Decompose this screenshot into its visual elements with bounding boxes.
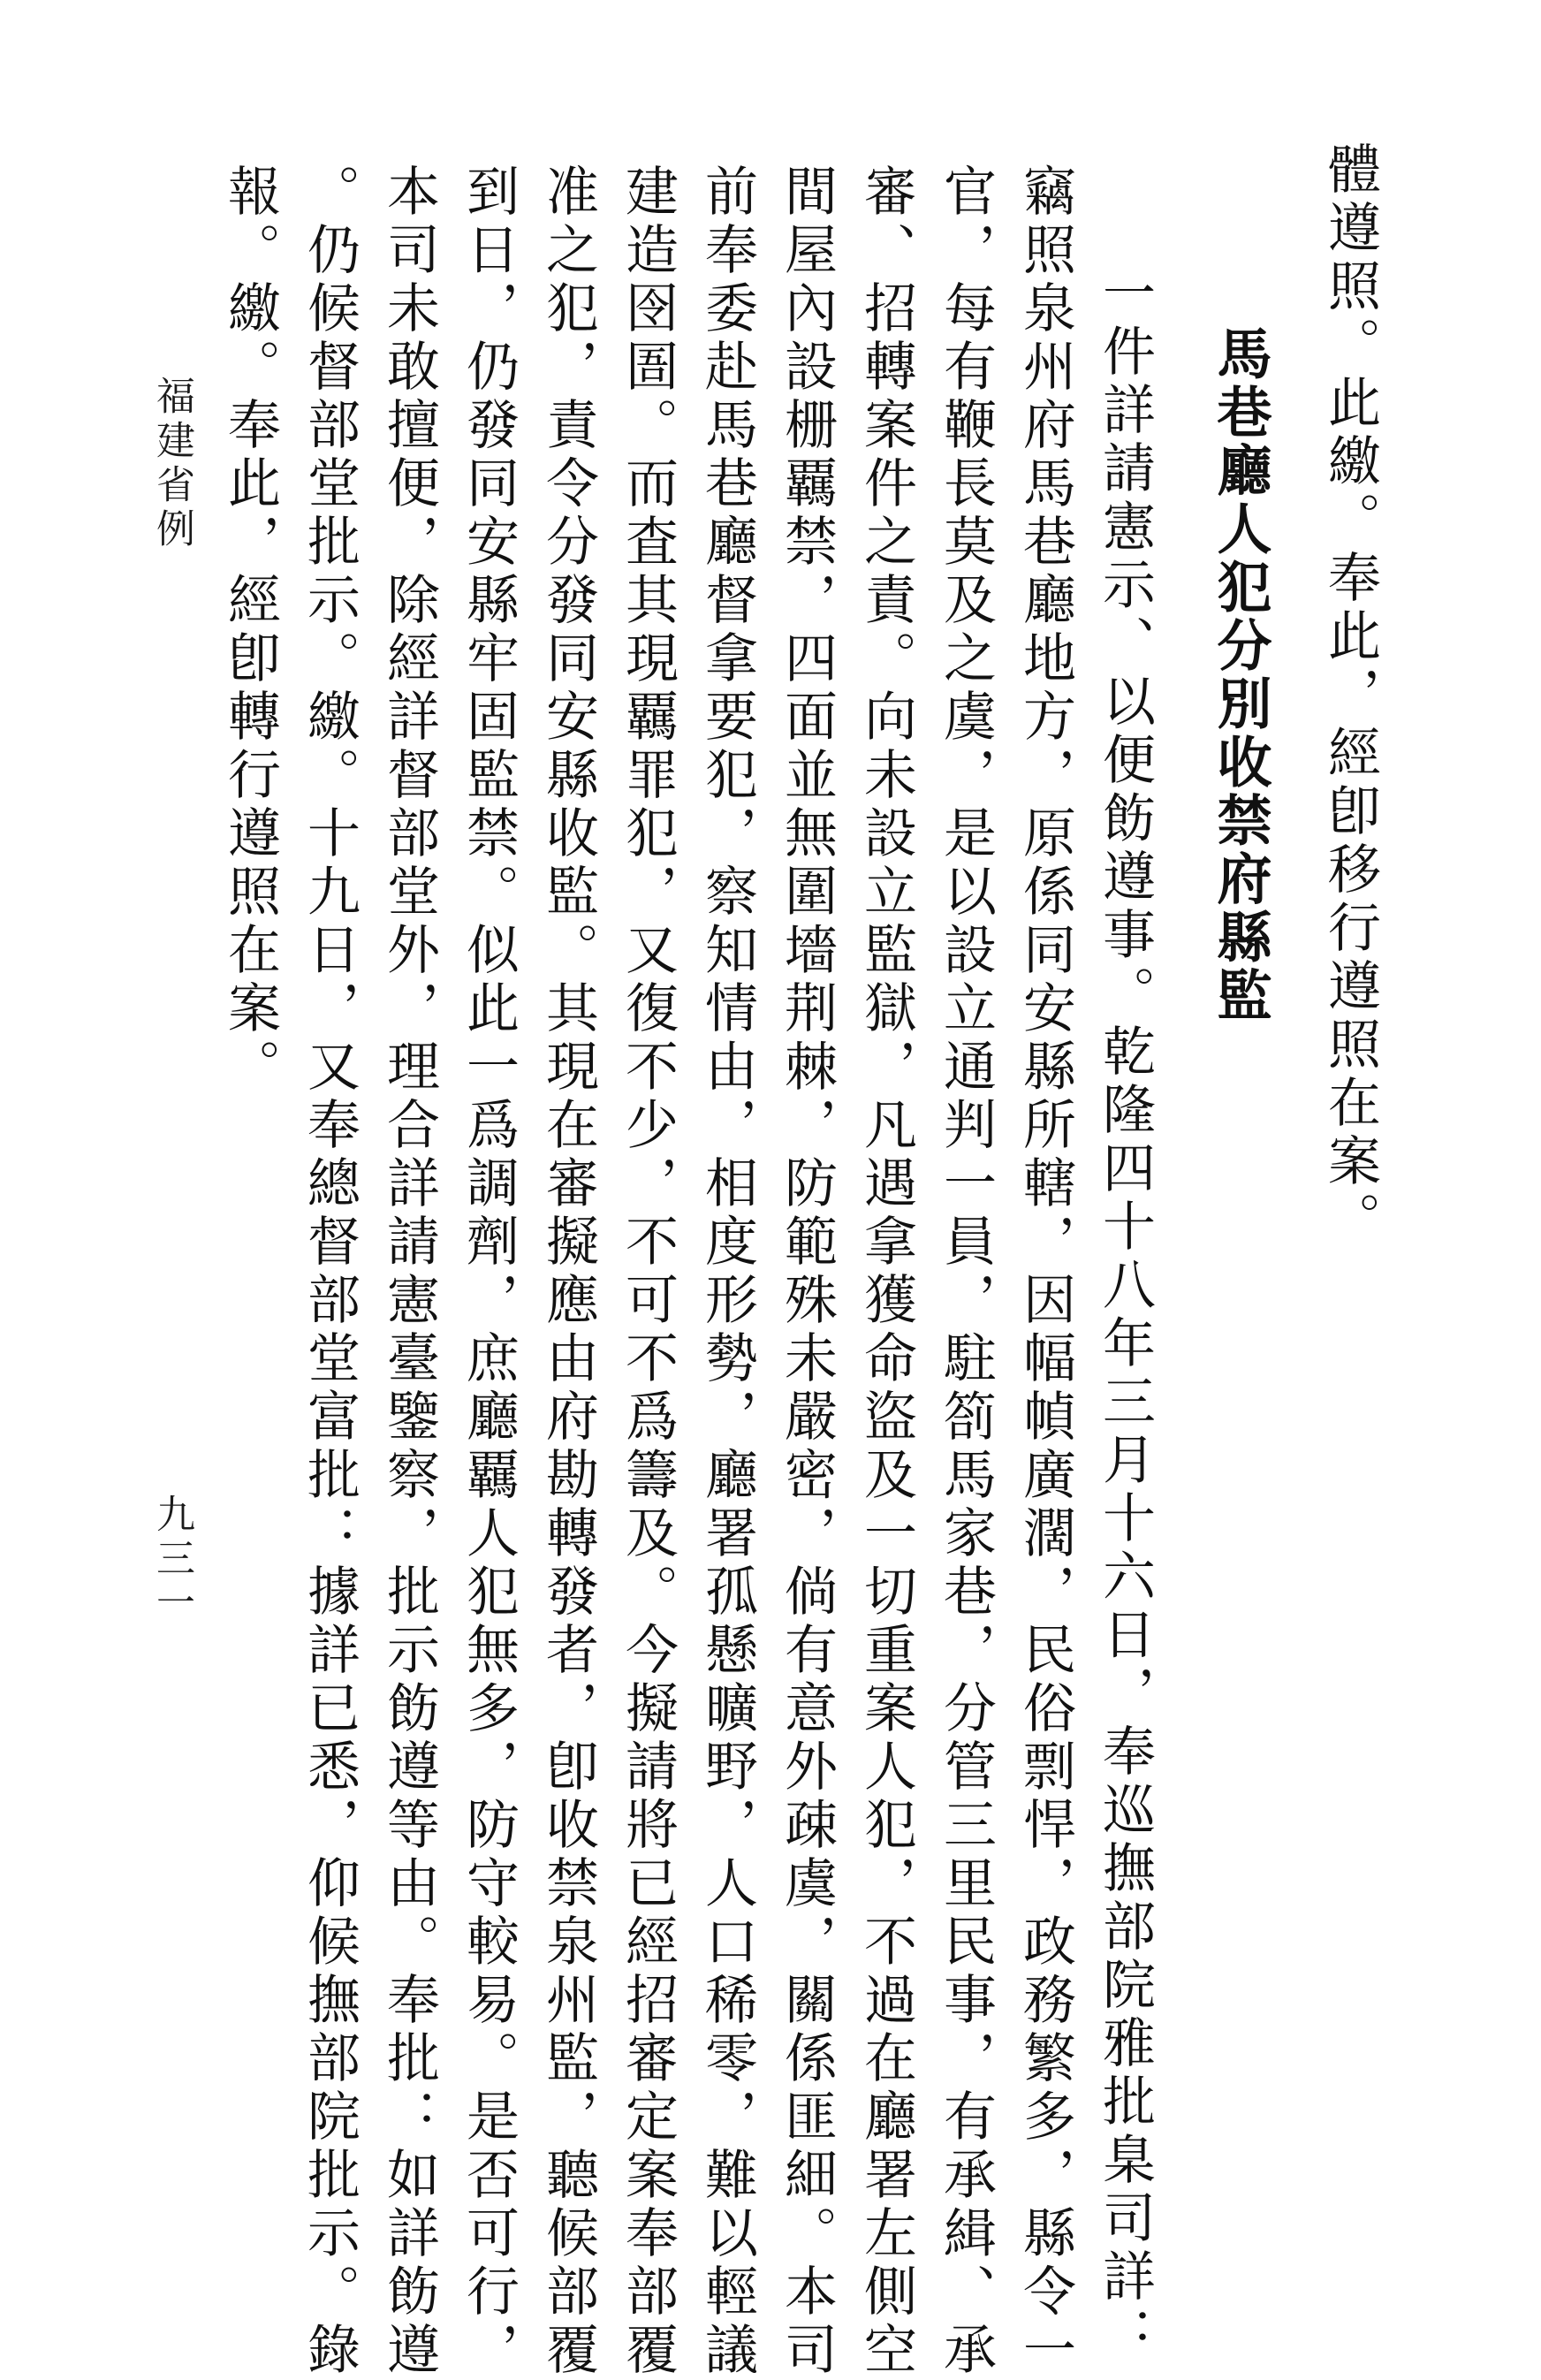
text-column: 准之犯，責令分發同安縣收監。其現在審擬應由府勘轉發者，卽收禁泉州監，聽候部覆 — [537, 163, 599, 2380]
text-column: 前奉委赴馬巷廳督拿要犯，察知情由，相度形勢，廳署孤懸曠野，人口稀零，難以輕議 — [696, 163, 758, 2380]
text-column: 建造囹圄。而査其現覊罪犯，又復不少，不可不爲籌及。今擬請將已經招審定案奉部覆 — [617, 163, 679, 2380]
book-title-footer: 福建省例 — [149, 376, 194, 552]
text-column: 體遵照。此繳。奉此，經卽移行遵照在案。 — [1319, 141, 1381, 1250]
page-number: 九三一 — [149, 1494, 194, 1626]
text-column: 到日，仍發同安縣牢固監禁。似此一爲調劑，庶廳覊人犯無多，防守較易。是否可行， — [458, 163, 520, 2380]
text-column: 竊照泉州府馬巷廳地方，原係同安縣所轄，因幅幀廣濶，民俗剽悍，政務繁多，縣令一 — [1014, 163, 1076, 2380]
text-column: 。仍候督部堂批示。繳。十九日，又奉總督部堂富批：據詳已悉，仰候撫部院批示。錄 — [299, 163, 361, 2380]
text-column: 一件詳請憲示、以便飭遵事。乾隆四十八年三月十六日，奉巡撫部院雅批臬司詳： — [1094, 265, 1156, 2365]
text-column: 官，每有鞭長莫及之虞，是以設立通判一員，駐箚馬家巷，分管三里民事，有承緝、承 — [935, 163, 997, 2380]
text-column: 報。繳。奉此，經卽轉行遵照在案。 — [219, 163, 281, 1097]
text-column: 間屋內設栅覊禁，四面並無圍墻荆棘，防範殊未嚴密，倘有意外疎虞，關係匪細。本司 — [776, 163, 838, 2380]
text-column: 本司未敢擅便，除經詳督部堂外，理合詳請憲臺鑒察，批示飭遵等由。奉批：如詳飭遵 — [378, 163, 440, 2380]
text-column: 審、招轉案件之責。向未設立監獄，凡遇拿獲命盜及一切重案人犯，不過在廳署左側空 — [855, 163, 917, 2380]
section-title: 馬巷廳人犯分別收禁府縣監 — [1208, 325, 1272, 1025]
